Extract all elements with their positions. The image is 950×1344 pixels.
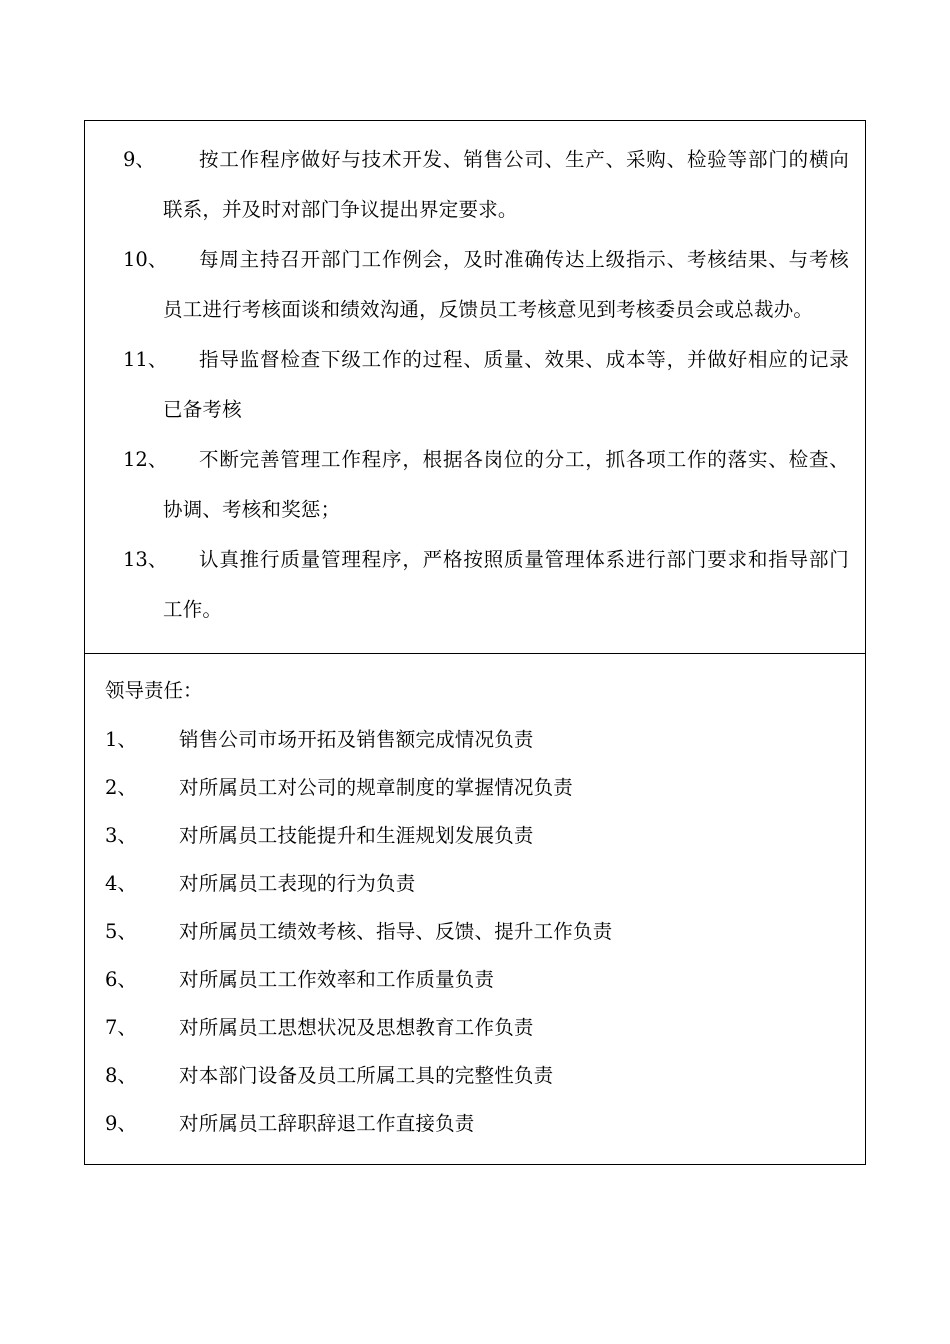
list-item-number: 11、 [123, 348, 168, 371]
leadership-responsibility-section [85, 654, 865, 1164]
list-item [101, 764, 849, 812]
list-item-text: 销售公司市场开拓及销售额完成情况负责 [179, 728, 534, 751]
list-item [101, 860, 849, 908]
list-item-number: 9、 [105, 1112, 137, 1135]
list-item [101, 716, 849, 764]
responsibilities-table [84, 120, 866, 1165]
list-item-text: 对所属员工表现的行为负责 [179, 872, 416, 895]
list-item [101, 535, 849, 635]
list-item [101, 435, 849, 535]
list-item-number: 5、 [105, 920, 137, 943]
list-item-text: 认真推行质量管理程序，严格按照质量管理体系进行部门要求和指导部门工作。 [163, 548, 849, 621]
list-item-text: 对所属员工技能提升和生涯规划发展负责 [179, 824, 534, 847]
list-item-number: 7、 [105, 1016, 137, 1039]
list-item-text: 对所属员工工作效率和工作质量负责 [179, 968, 495, 991]
list-item-number: 10、 [123, 248, 168, 271]
list-item [101, 1100, 849, 1148]
list-item [101, 908, 849, 956]
section-heading: 领导责任： [105, 679, 203, 702]
list-item-number: 4、 [105, 872, 137, 895]
list-item-number: 6、 [105, 968, 137, 991]
list-item-number: 13、 [123, 548, 168, 571]
list-item-text: 对所属员工辞职辞退工作直接负责 [179, 1112, 475, 1135]
list-item [101, 335, 849, 435]
list-item-number: 12、 [123, 448, 168, 471]
list-item-number: 1、 [105, 728, 137, 751]
list-item [101, 1004, 849, 1052]
list-item-text: 对所属员工绩效考核、指导、反馈、提升工作负责 [179, 920, 613, 943]
list-item-text: 不断完善管理工作程序，根据各岗位的分工，抓各项工作的落实、检查、协调、考核和奖惩； [163, 448, 849, 521]
list-item-text: 指导监督检查下级工作的过程、质量、效果、成本等，并做好相应的记录已备考核 [163, 348, 849, 421]
list-item [101, 1052, 849, 1100]
list-item [101, 956, 849, 1004]
list-item-number: 9、 [123, 148, 155, 171]
list-item-text: 对所属员工思想状况及思想教育工作负责 [179, 1016, 534, 1039]
list-item [101, 812, 849, 860]
list-item-number: 8、 [105, 1064, 137, 1087]
list-item [101, 235, 849, 335]
list-item-text: 按工作程序做好与技术开发、销售公司、生产、采购、检验等部门的横向联系，并及时对部门争议提出界定要求。 [163, 148, 849, 221]
list-item-text: 对所属员工对公司的规章制度的掌握情况负责 [179, 776, 574, 799]
list-item-number: 3、 [105, 824, 137, 847]
list-item-text: 每周主持召开部门工作例会，及时准确传达上级指示、考核结果、与考核员工进行考核面谈和绩效沟通，反馈员工考核意见到考核委员会或总裁办。 [163, 248, 849, 321]
list-item [101, 135, 849, 235]
list-item-number: 2、 [105, 776, 137, 799]
list-item-text: 对本部门设备及员工所属工具的完整性负责 [179, 1064, 554, 1087]
duties-section [85, 121, 865, 654]
